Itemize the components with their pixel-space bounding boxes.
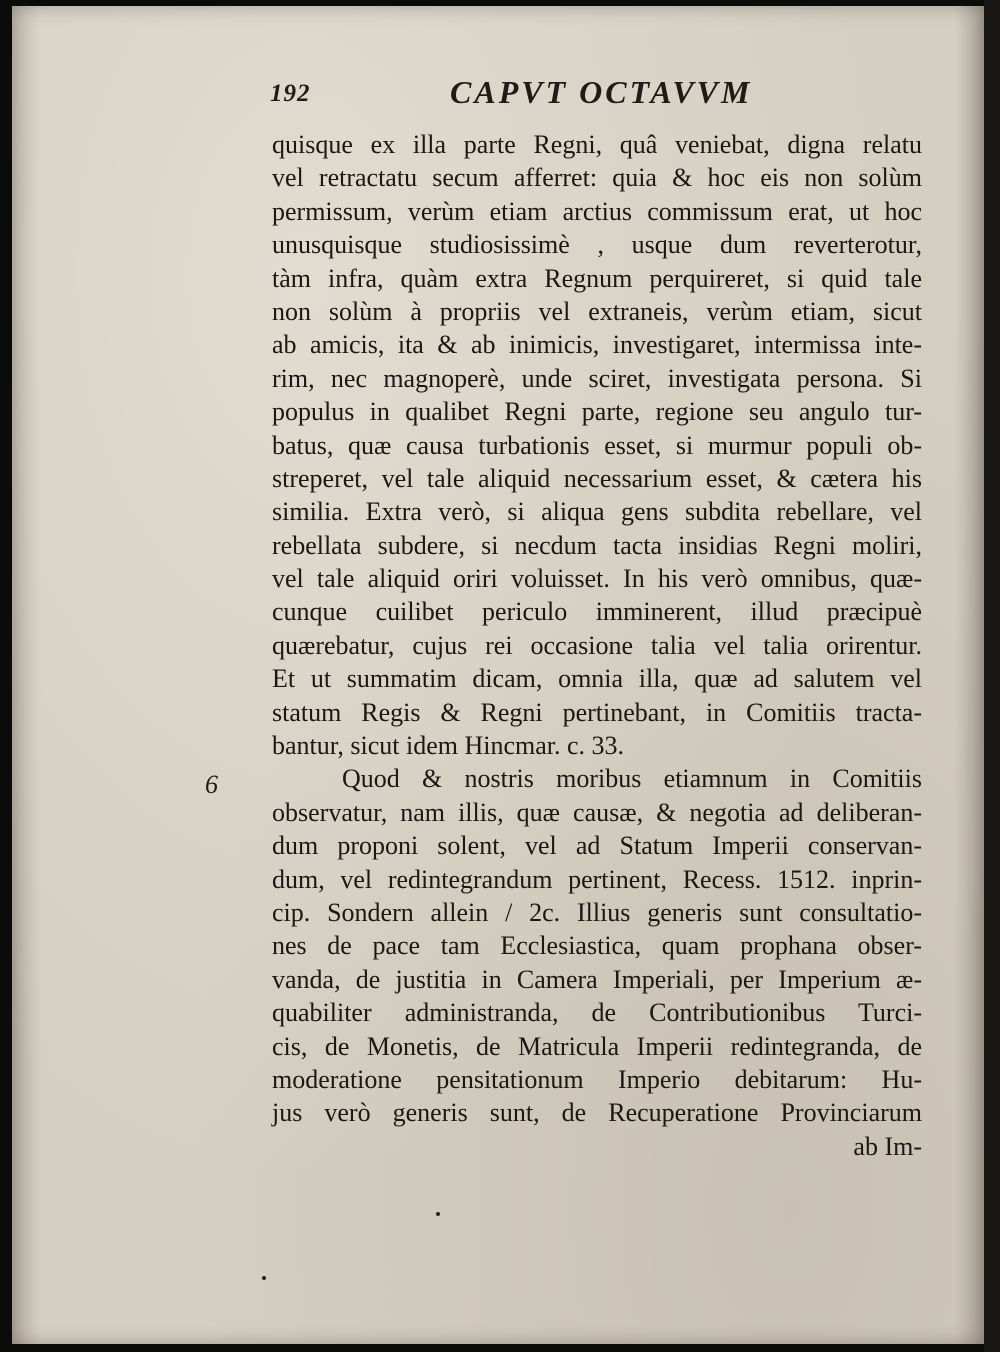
text-line: similia. Extra verò, si aliqua gens subdita rebellare, vel (272, 497, 922, 527)
text-line: populus in qualibet Regni parte, regione seu angulo tur- (272, 397, 922, 427)
running-head (270, 70, 760, 120)
text-line: observatur, nam illis, quæ causæ, & negotia ad deliberan- (272, 797, 922, 827)
text-line: Et ut summatim dicam, omnia illa, quæ ad salutem vel (272, 664, 922, 694)
text-line: jus verò generis sunt, de Recuperatione Provinciarum (272, 1098, 922, 1128)
text-line: dum, vel redintegrandum pertinent, Recess. 1512. inprin- (272, 864, 922, 894)
text-line: vel retractatu secum afferret: quia & hoc eis non solùm (272, 163, 922, 193)
text-line: cip. Sondern allein / 2c. Illius generis sunt consultatio- (272, 897, 922, 927)
ink-speck (436, 1212, 440, 1216)
text-line: nes de pace tam Ecclesiastica, quam prophana obser- (272, 931, 922, 961)
text-line: non solùm à propriis vel extraneis, verùm etiam, sicut (272, 296, 922, 326)
margin-number: 6 (205, 770, 218, 799)
text-line: rim, nec magnoperè, unde sciret, investigata persona. Si (272, 363, 922, 393)
text-line: quisque ex illa parte Regni, quâ veniebat, digna relatu (272, 130, 922, 159)
text-line: permissum, verùm etiam arctius commissum erat, ut hoc (272, 196, 922, 226)
text-line: bantur, sicut idem Hincmar. c. 33. (272, 731, 625, 761)
text-line: batus, quæ causa turbationis esset, si murmur populi ob- (272, 430, 922, 460)
ink-speck (262, 1276, 266, 1280)
text-line: statum Regis & Regni pertinebant, in Comitiis tracta- (272, 697, 922, 727)
text-line: moderatione pensitationum Imperio debitarum: Hu- (272, 1064, 922, 1094)
text-line: vel tale aliquid oriri voluisset. In his verò omnibus, quæ- (272, 564, 922, 594)
text-line: cis, de Monetis, de Matricula Imperii redintegranda, de (272, 1031, 922, 1061)
chapter-title: CAPVT OCTAVVM (450, 74, 753, 110)
text-line: vanda, de justitia in Camera Imperiali, per Imperium æ- (272, 964, 922, 994)
text-line: Quod & nostris moribus etiamnum in Comitiis (342, 764, 922, 794)
scan-edge (984, 0, 1000, 1352)
page-number: 192 (270, 80, 311, 107)
text-line: ab amicis, ita & ab inimicis, investigaret, intermissa inte- (272, 330, 922, 360)
text-line: quærebatur, cujus rei occasione talia vel talia orirentur. (272, 630, 922, 660)
catchword: ab Im- (853, 1131, 922, 1161)
body-text (272, 128, 922, 1163)
text-line: streperet, vel tale aliquid necessarium esset, & cætera his (272, 463, 922, 493)
text-line: dum proponi solent, vel ad Statum Imperii conservan- (272, 831, 922, 861)
text-line: tàm infra, quàm extra Regnum perquireret, si quid tale (272, 263, 922, 293)
text-line: cunque cuilibet periculo imminerent, illud præcipuè (272, 597, 922, 627)
text-line: quabiliter administranda, de Contributionibus Turci- (272, 998, 922, 1028)
text-line: rebellata subdere, si necdum tacta insidias Regni moliri, (272, 530, 922, 560)
text-line: unusquisque studiosissimè , usque dum reverterotur, (272, 230, 922, 260)
